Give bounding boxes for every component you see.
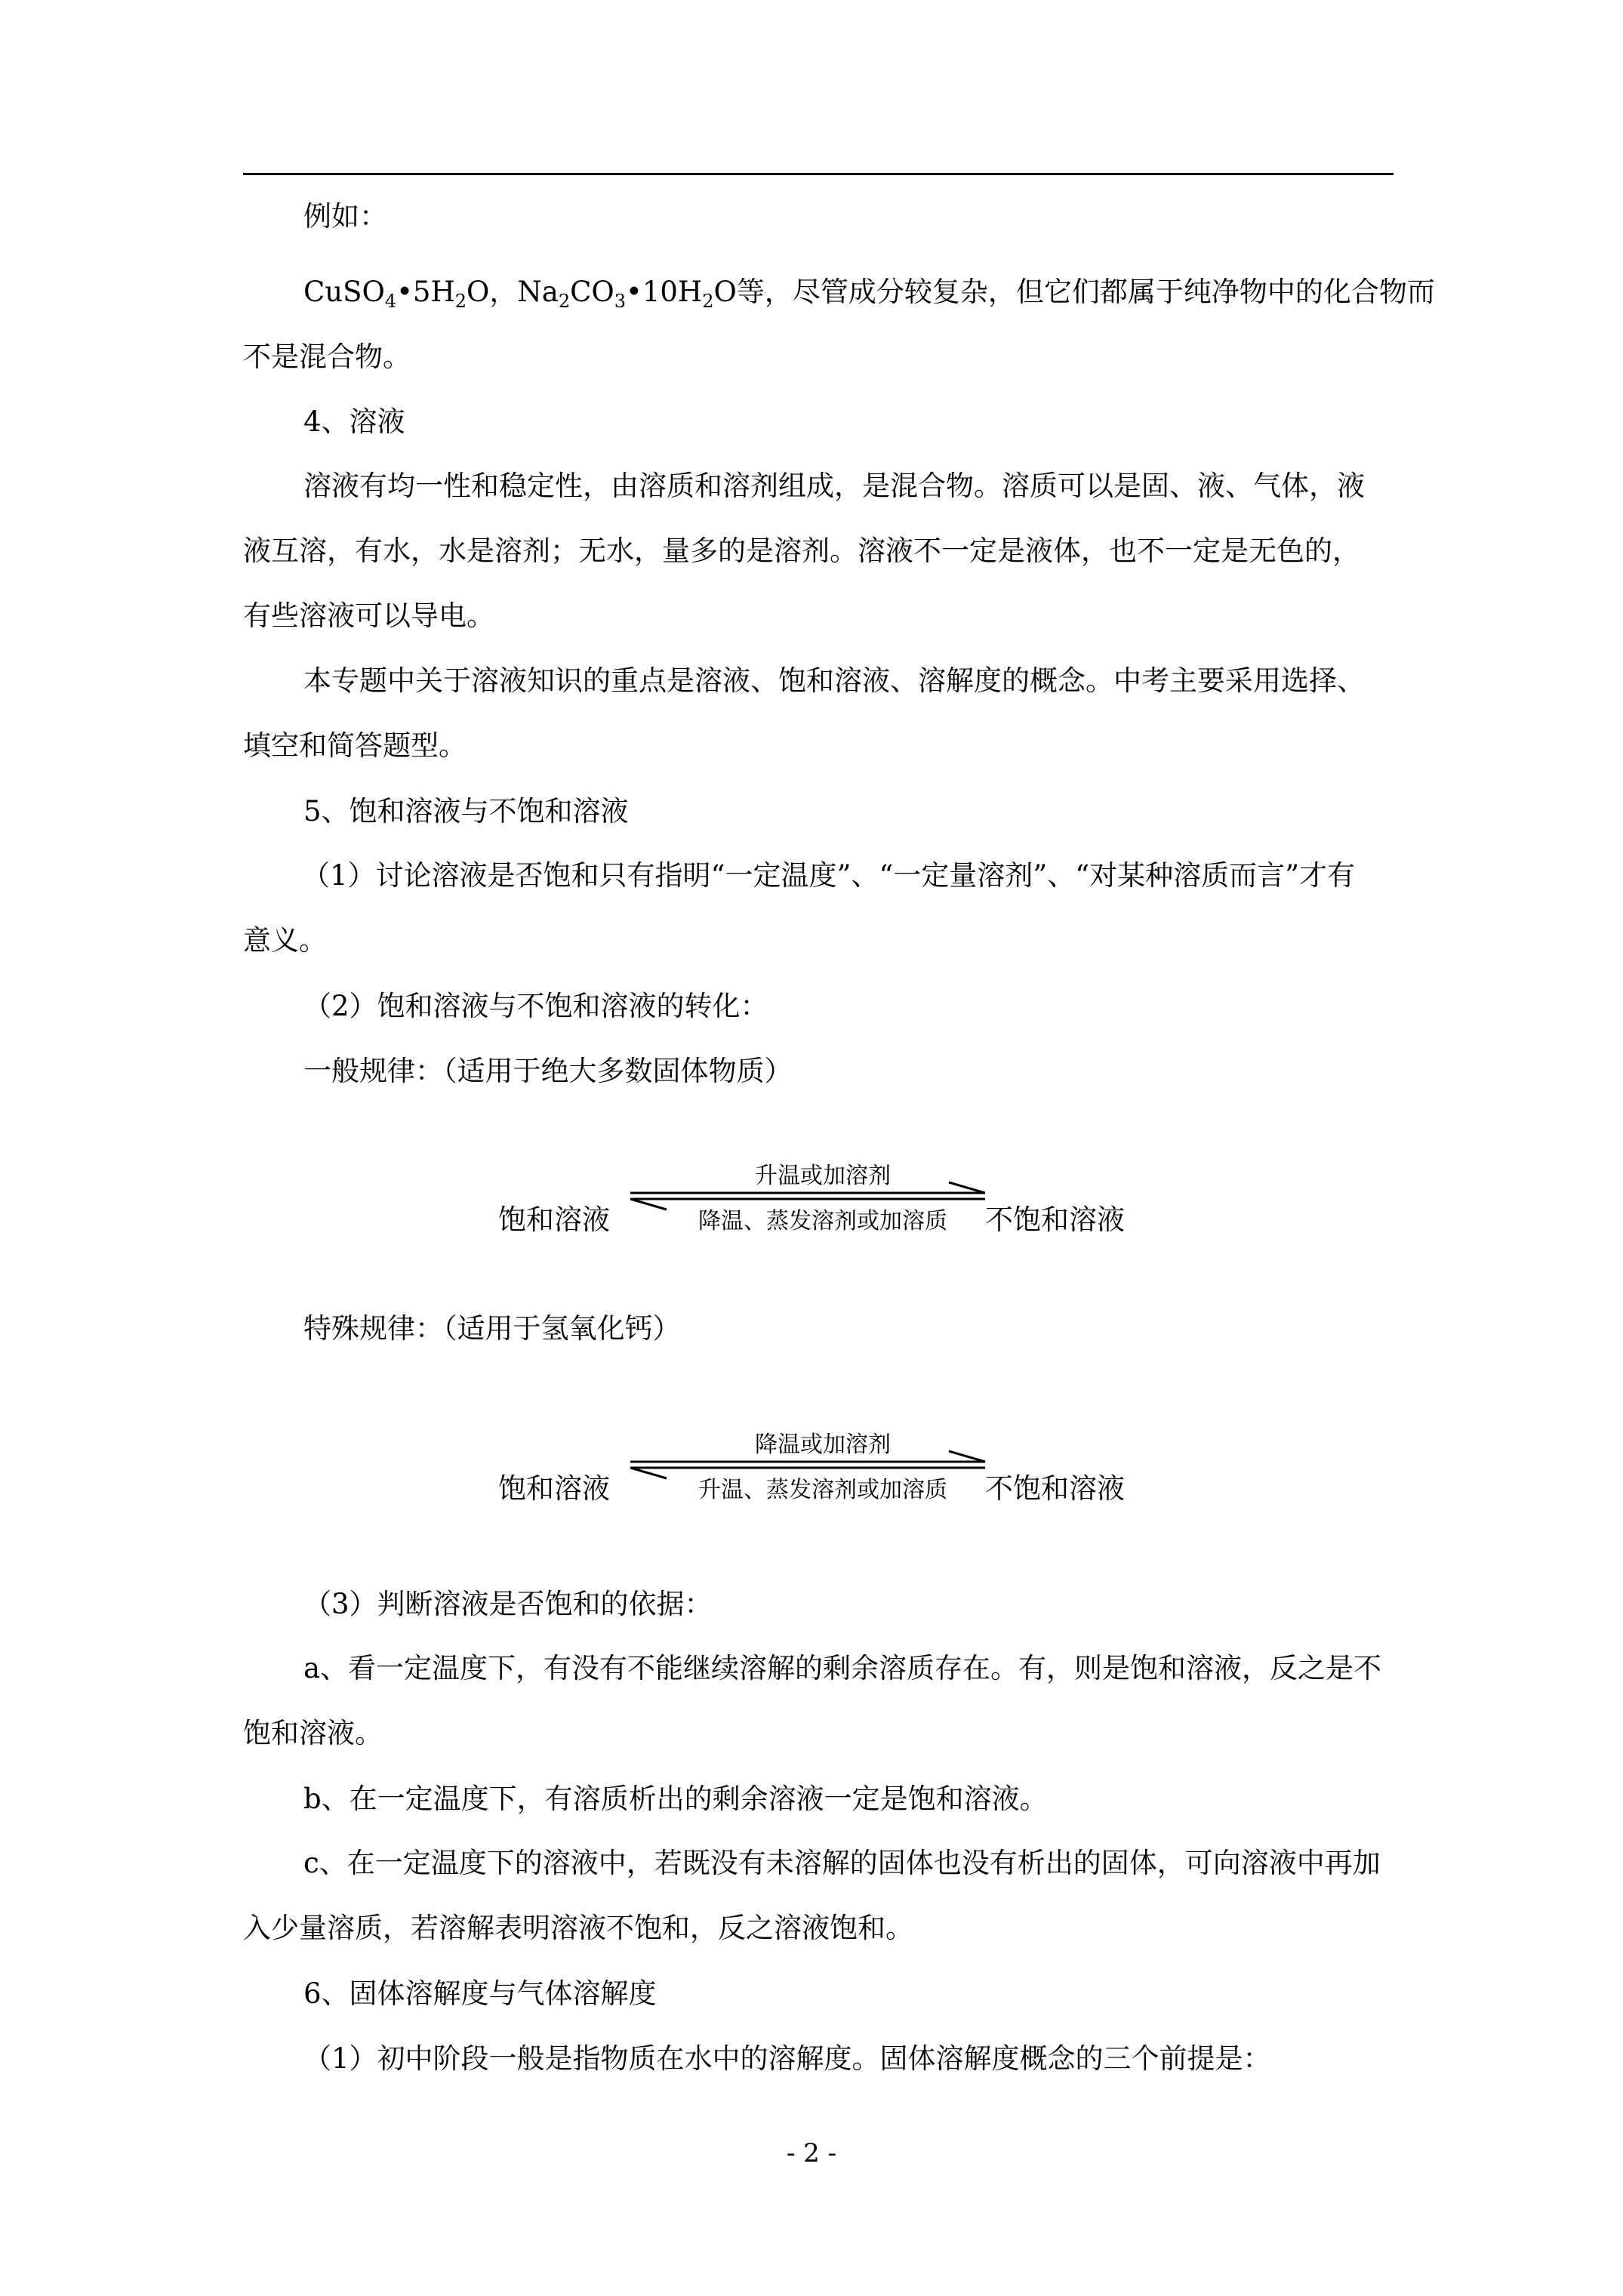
header-rule xyxy=(243,173,1394,175)
paragraph-item-2: （2）饱和溶液与不饱和溶液的转化： xyxy=(303,990,768,1022)
section-heading-6: 6、固体溶解度与气体溶解度 xyxy=(303,1977,657,2010)
conversion-diagram-special xyxy=(483,1424,1163,1522)
section-heading-4: 4、溶液 xyxy=(303,405,405,438)
reverse-condition: 升温、蒸发溶剂或加溶质 xyxy=(698,1477,947,1503)
paragraph-general-rule: 一般规律：（适用于绝大多数固体物质） xyxy=(303,1055,793,1087)
paragraph-criterion-c: c、在一定温度下的溶液中，若既没有未溶解的固体也没有析出的固体，可向溶液中再加入少量溶质，若溶解表明溶液不饱和，反之溶液饱和。 xyxy=(243,1847,1381,1944)
paragraph-example: 例如： xyxy=(303,200,387,233)
forward-condition: 降温或加溶剂 xyxy=(755,1432,891,1458)
page-number: - 2 - xyxy=(786,2138,837,2168)
paragraph-item-1: （1）讨论溶液是否饱和只有指明“一定温度”、“一定量溶剂”、“对某种溶质而言”才有意义。 xyxy=(243,859,1356,957)
paragraph-criterion-a: a、看一定温度下，有没有不能继续溶解的剩余溶质存在。有，则是饱和溶液，反之是不饱和溶液。 xyxy=(243,1652,1382,1749)
paragraph-focus: 本专题中关于溶液知识的重点是溶液、饱和溶液、溶解度的概念。中考主要采用选择、填空和简答题型。 xyxy=(243,664,1365,762)
section-heading-5: 5、饱和溶液与不饱和溶液 xyxy=(303,795,629,827)
paragraph-solubility-item-1: （1）初中阶段一般是指物质在水中的溶解度。固体溶解度概念的三个前提是： xyxy=(303,2042,1271,2075)
paragraph-formulas: $CuSO_4•5H_2O$，$Na_2CO_3•10H_2O$等，尽管成分较复杂，但它们都属于纯净物中的化合物而 xyxy=(303,276,1435,312)
saturated-label: 饱和溶液 xyxy=(498,1203,610,1236)
paragraph-item-3: （3）判断溶液是否饱和的依据： xyxy=(303,1588,713,1620)
paragraph-criterion-b: b、在一定温度下，有溶质析出的剩余溶液一定是饱和溶液。 xyxy=(303,1783,1048,1815)
conversion-diagram-general xyxy=(483,1155,1163,1253)
unsaturated-label: 不饱和溶液 xyxy=(985,1472,1125,1505)
reverse-condition: 降温、蒸发溶剂或加溶质 xyxy=(698,1208,947,1234)
paragraph-formulas-cont: 不是混合物。 xyxy=(243,341,411,373)
paragraph-solution: 溶液有均一性和稳定性，由溶质和溶剂组成，是混合物。溶质可以是固、液、气体，液液互溶，有水，水是溶剂；无水，量多的是溶剂。溶液不一定是液体，也不一定是无色的，有些溶液可以导电。 xyxy=(243,470,1365,632)
saturated-label: 饱和溶液 xyxy=(498,1472,610,1505)
forward-condition: 升温或加溶剂 xyxy=(755,1163,891,1189)
unsaturated-label: 不饱和溶液 xyxy=(985,1203,1125,1236)
paragraph-special-rule: 特殊规律：（适用于氢氧化钙） xyxy=(303,1312,681,1345)
